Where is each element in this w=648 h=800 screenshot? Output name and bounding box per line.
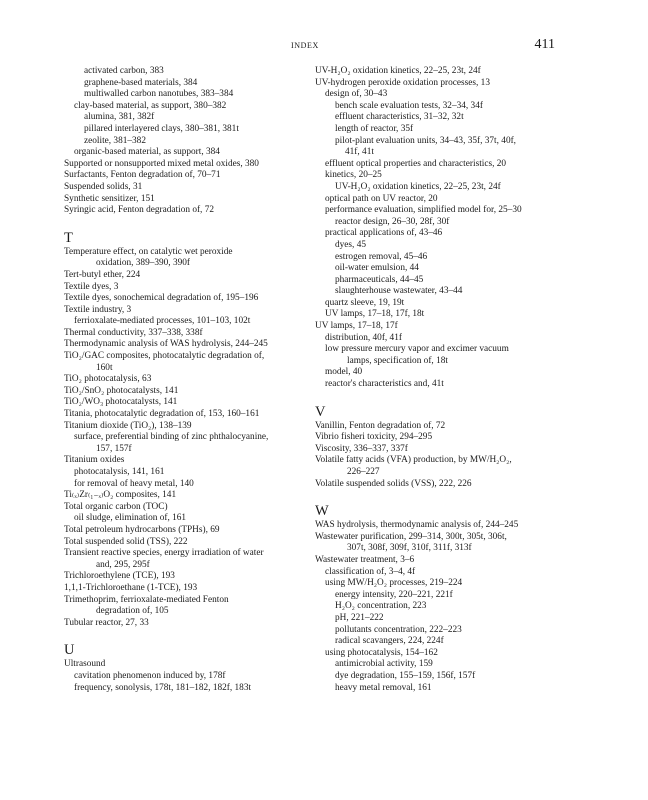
index-entry: Temperature effect, on catalytic wet peroxide <box>64 246 233 257</box>
index-entry: UV-H₂O₂ oxidation kinetics, 22–25, 23t, 24f <box>315 66 481 76</box>
index-entry: effluent optical properties and characteristics, 20 <box>325 158 507 169</box>
index-entry: Supported or nonsupported mixed metal oxides, 380 <box>64 158 259 169</box>
index-entry: Tert-butyl ether, 224 <box>64 269 141 280</box>
index-entry: TiO₂/SnO₂ photocatalysts, 141 <box>64 385 179 396</box>
index-entry: Total petroleum hydrocarbons (TPHs), 69 <box>64 524 220 535</box>
index-entry: reactor design, 26–30, 28f, 30f <box>335 216 450 227</box>
index-entry: cavitation phenomenon induced by, 178f <box>74 670 226 681</box>
index-entry: practical applications of, 43–46 <box>325 228 443 239</box>
index-entry: energy intensity, 220–221, 221f <box>335 589 453 600</box>
index-entry: heavy metal removal, 161 <box>335 682 432 693</box>
page-number: 411 <box>534 37 555 52</box>
index-entry: Titania, photocatalytic degradation of, 153, 160–161 <box>64 409 260 420</box>
index-entry: 307t, 308f, 309f, 310f, 311f, 313f <box>347 543 472 554</box>
index-entry: H₂O₂ concentration, 223 <box>335 601 427 612</box>
running-head-title: INDEX <box>291 41 319 50</box>
index-entry: alumina, 381, 382f <box>84 112 155 123</box>
section-letter: T <box>64 229 73 246</box>
index-entry: 160t <box>96 362 113 373</box>
index-entry: UV-hydrogen peroxide oxidation processes, 13 <box>315 77 490 88</box>
index-entry: TiO₂/GAC composites, photocatalytic degradation of, <box>64 351 265 362</box>
index-entry: reactor's characteristics and, 41t <box>325 379 444 390</box>
index-column-right <box>315 66 583 694</box>
index-entry: Thermodynamic analysis of WAS hydrolysis, 244–245 <box>64 339 268 350</box>
index-entry: low pressure mercury vapor and excimer vacuum <box>325 344 509 355</box>
index-entry: degradation of, 105 <box>96 606 169 617</box>
index-entry: pilot-plant evaluation units, 34–43, 35f, 37t, 40f, <box>335 135 517 146</box>
index-entry: Ultrasound <box>64 659 106 670</box>
index-entry: optical path on UV reactor, 20 <box>325 193 438 204</box>
running-header <box>0 37 648 54</box>
index-column-left <box>64 66 332 694</box>
index-entry: using photocatalysis, 154–162 <box>325 647 438 658</box>
index-entry: Textile dyes, sonochemical degradation of, 195–196 <box>64 293 259 304</box>
index-entry: Titanium dioxide (TiO₂), 138–139 <box>64 420 192 431</box>
index-entry: TiO₂ photocatalysis, 63 <box>64 374 152 385</box>
index-entry: Textile dyes, 3 <box>64 281 119 292</box>
index-entry: performance evaluation, simplified model for, 25–30 <box>325 205 522 216</box>
index-entry: Ti₍ₓ₎Zr₍₁₋ₓ₎O₂ composites, 141 <box>64 490 177 501</box>
index-entry: Titanium oxides <box>64 455 125 466</box>
index-entry: using MW/H₂O₂ processes, 219–224 <box>325 578 463 589</box>
index-entry: Thermal conductivity, 337–338, 338f <box>64 327 203 338</box>
index-entry: Wastewater treatment, 3–6 <box>315 554 415 565</box>
section-letter: V <box>315 403 326 420</box>
index-entry: Vibrio fisheri toxicity, 294–295 <box>315 432 433 443</box>
index-entry: multiwalled carbon nanotubes, 383–384 <box>84 89 234 100</box>
index-entry: Volatile fatty acids (VFA) production, by MW/H₂O₂, <box>315 455 512 466</box>
index-entry: distribution, 40f, 41f <box>325 332 402 343</box>
index-entry: Transient reactive species, energy irradiation of water <box>64 548 264 559</box>
index-entry: oxidation, 389–390, 390f <box>96 258 190 269</box>
index-entry: bench scale evaluation tests, 32–34, 34f <box>335 100 483 111</box>
index-entry: graphene-based materials, 384 <box>84 77 198 88</box>
index-entry: and, 295, 295f <box>96 559 150 570</box>
section-letter: U <box>64 642 75 659</box>
index-entry: Trichloroethylene (TCE), 193 <box>64 571 175 582</box>
index-entry: photocatalysis, 141, 161 <box>74 467 165 477</box>
index-entry: radical scavangers, 224, 224f <box>335 636 444 647</box>
index-entry: UV lamps, 17–18, 17f <box>315 321 398 332</box>
index-entry: length of reactor, 35f <box>335 123 414 134</box>
index-entry: pharmaceuticals, 44–45 <box>335 274 424 285</box>
index-entry: Tubular reactor, 27, 33 <box>64 617 149 628</box>
index-entry: kinetics, 20–25 <box>325 170 382 181</box>
index-entry: UV lamps, 17–18, 17f, 18t <box>325 309 425 320</box>
index-entry: zeolite, 381–382 <box>84 135 146 146</box>
index-entry: TiO₂/WO₃ photocatalysts, 141 <box>64 397 178 408</box>
index-entry: pillared interlayered clays, 380–381, 381t <box>84 123 239 134</box>
index-entry: surface, preferential binding of zinc phthalocyanine, <box>74 432 269 443</box>
index-entry: Viscosity, 336–337, 337f <box>315 443 408 454</box>
index-entry: frequency, sonolysis, 178t, 181–182, 182f, 183t <box>74 682 252 693</box>
index-entry: Trimethoprim, ferrioxalate-mediated Fenton <box>64 594 229 605</box>
index-entry: antimicrobial activity, 159 <box>335 659 433 670</box>
index-entry: quartz sleeve, 19, 19t <box>325 297 405 308</box>
index-entry: dye degradation, 155–159, 156f, 157f <box>335 670 476 681</box>
index-entry: slaughterhouse wastewater, 43–44 <box>335 286 463 297</box>
index-entry: 41f, 41t <box>345 147 374 158</box>
index-entry: Total organic carbon (TOC) <box>64 501 168 512</box>
index-entry: Total suspended solid (TSS), 222 <box>64 536 188 547</box>
index-entry: WAS hydrolysis, thermodynamic analysis of, 244–245 <box>315 520 519 531</box>
index-entry: 1,1,1-Trichloroethane (1-TCE), 193 <box>64 582 198 593</box>
index-entry: 226–227 <box>347 467 380 477</box>
index-entry: Vanillin, Fenton degradation of, 72 <box>315 420 446 431</box>
index-entry: lamps, specification of, 18t <box>347 355 448 366</box>
index-entry: UV-H₂O₂ oxidation kinetics, 22–25, 23t, 24f <box>335 181 501 192</box>
index-entry: 157, 157f <box>96 443 132 454</box>
index-entry: pollutants concentration, 222–223 <box>335 624 462 635</box>
index-entry: clay-based material, as support, 380–382 <box>74 100 227 111</box>
index-entry: for removal of heavy metal, 140 <box>74 478 194 489</box>
index-entry: oil sludge, elimination of, 161 <box>74 513 187 524</box>
section-letter: W <box>315 503 329 520</box>
index-entry: classification of, 3–4, 4f <box>325 566 416 577</box>
index-entry: Textile industry, 3 <box>64 304 132 315</box>
index-entry: pH, 221–222 <box>335 612 384 623</box>
index-entry: Syringic acid, Fenton degradation of, 72 <box>64 205 215 216</box>
index-entry: effluent characteristics, 31–32, 32t <box>335 112 464 123</box>
index-entry: organic-based material, as support, 384 <box>74 147 220 158</box>
index-entry: Wastewater purification, 299–314, 300t, 305t, 306t, <box>315 531 507 542</box>
index-entry: Surfactants, Fenton degradation of, 70–71 <box>64 170 221 181</box>
index-entry: Synthetic sensitizer, 151 <box>64 193 155 204</box>
index-entry: model, 40 <box>325 367 363 378</box>
index-entry: oil-water emulsion, 44 <box>335 263 419 274</box>
index-entry: Volatile suspended solids (VSS), 222, 226 <box>315 478 472 489</box>
index-entry: Suspended solids, 31 <box>64 181 143 192</box>
index-entry: activated carbon, 383 <box>84 66 164 76</box>
index-entry: design of, 30–43 <box>325 89 388 100</box>
index-entry: estrogen removal, 45–46 <box>335 251 428 262</box>
index-entry: ferrioxalate-mediated processes, 101–103, 102t <box>74 316 251 327</box>
index-entry: dyes, 45 <box>335 239 366 250</box>
